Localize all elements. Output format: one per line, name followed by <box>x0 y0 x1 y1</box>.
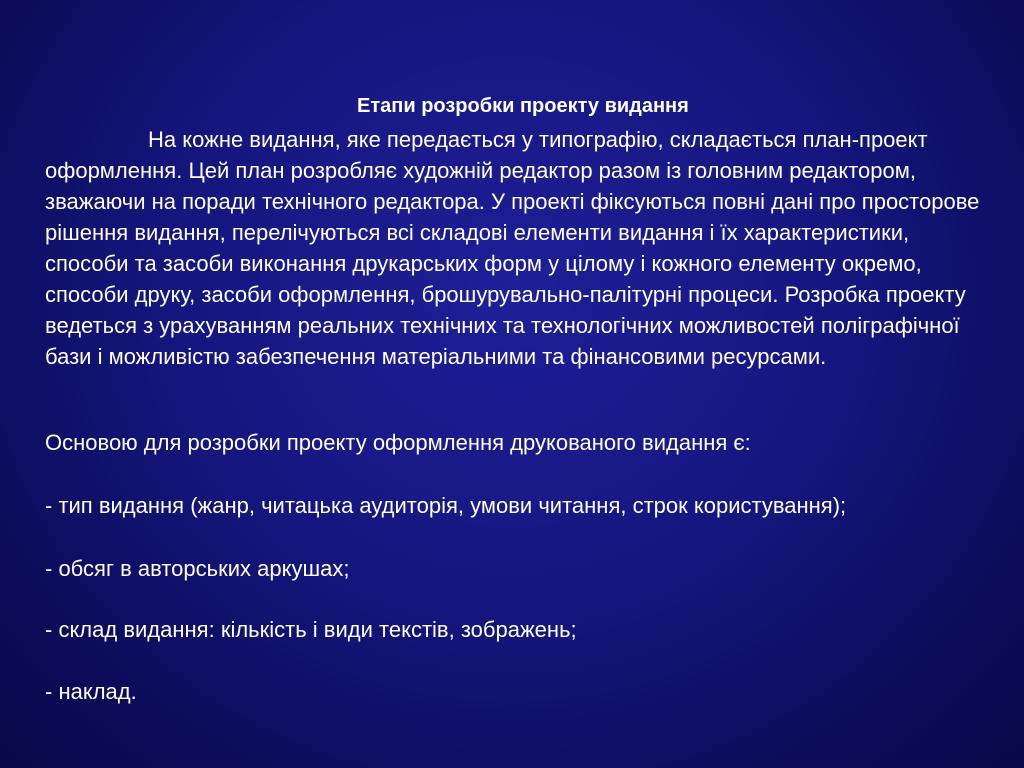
bullet-item: - наклад. <box>45 679 137 704</box>
bullet-item: - склад видання: кількість і види текстів, зображень; <box>45 617 577 642</box>
bullet-item: - обсяг в авторських аркушах; <box>45 556 350 581</box>
slide-title: Етапи розробки проекту видання <box>357 95 689 117</box>
bullet-item: - тип видання (жанр, читацька аудиторія, умови читання, строк користування); <box>45 493 847 518</box>
basis-heading: Основою для розробки проекту оформлення друкованого видання є: <box>45 430 751 455</box>
intro-paragraph: На кожне видання, яке передається у типографію, складається план-проект оформлення. Цей план розробляє художній редактор разом із головним редактором, зважаючи на поради технічного редактора. У проекті фіксуються повні дані про просторове рішення видання, перелічуються всі складові елементи видання і їх характеристики, способи та засоби виконання друкарських форм у цілому і кожного елементу окремо, способи друку, засоби оформлення, брошурувально-палітурні процеси. Розробка проекту ведеться з урахуванням реальних технічних та технологічних можливостей поліграфічної бази і можливістю забезпечення матеріальними та фінансовими ресурсами. <box>45 127 980 369</box>
